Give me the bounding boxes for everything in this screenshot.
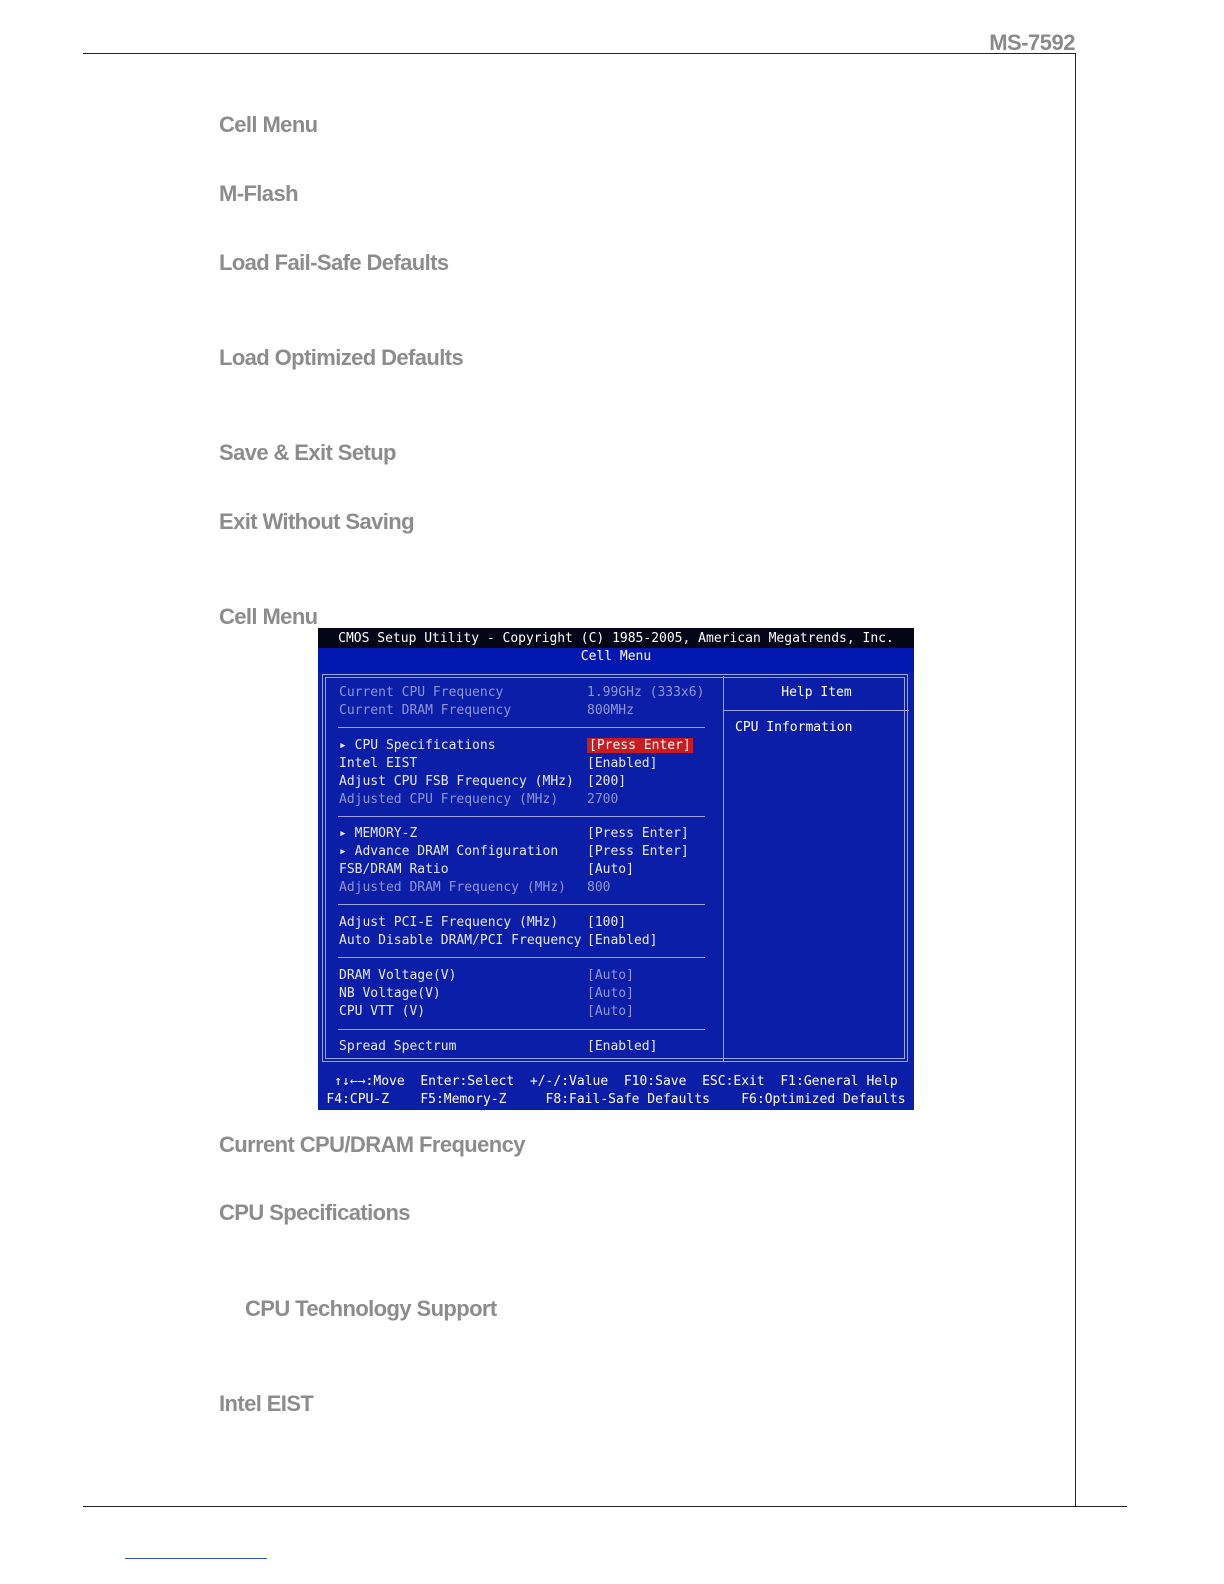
bios-row-dram-voltage[interactable]: DRAM Voltage(V) [Auto] [339,968,634,983]
heading-load-fail-safe: Load Fail-Safe Defaults [219,250,449,275]
bios-titlebar [318,628,914,672]
bios-row: Current CPU Frequency 1.99GHz (333x6) [339,685,705,700]
bios-separator [338,816,705,817]
heading-exit-without-saving: Exit Without Saving [219,509,414,534]
bios-row: Adjusted DRAM Frequency (MHz) 800 [339,880,611,895]
bios-row-intel-eist[interactable]: Intel EIST [Enabled] [339,756,658,771]
heading-intel-eist: Intel EIST [219,1391,314,1416]
bios-separator [338,904,705,905]
bios-footer-keys-2: F4:CPU-Z F5:Memory-Z F8:Fail-Safe Defaults F6:Optimized Defaults [326,1092,906,1107]
heading-cpu-specifications: CPU Specifications [219,1200,410,1225]
bios-row-auto-disable[interactable]: Auto Disable DRAM/PCI Frequency [Enabled] [339,933,658,948]
bios-row: Adjusted CPU Frequency (MHz) 2700 [339,792,619,807]
heading-cell-menu-2: Cell Menu [219,604,318,629]
right-rule [1075,53,1076,1507]
heading-load-optimized: Load Optimized Defaults [219,345,464,370]
bios-separator [338,1029,705,1030]
bios-row-spread-spectrum[interactable]: Spread Spectrum [Enabled] [339,1039,658,1054]
bios-row-cpu-specifications[interactable]: ▸ CPU Specifications [Press Enter] [339,738,691,753]
bios-row-fsb-frequency[interactable]: Adjust CPU FSB Frequency (MHz) [200] [339,774,627,789]
heading-cpu-technology-support: CPU Technology Support [245,1296,497,1321]
bios-row-advance-dram[interactable]: ▸ Advance DRAM Configuration [Press Enter] [339,844,689,859]
bios-row-nb-voltage[interactable]: NB Voltage(V) [Auto] [339,986,634,1001]
heading-save-exit: Save & Exit Setup [219,440,396,465]
heading-current-frequency: Current CPU/DRAM Frequency [219,1132,525,1157]
top-rule [83,53,1076,54]
bios-title: CMOS Setup Utility - Copyright (C) 1985-2005, American Megatrends, Inc. [338,631,894,646]
bios-help-title: Help Item [781,685,852,700]
bios-row-fsb-dram-ratio[interactable]: FSB/DRAM Ratio [Auto] [339,862,634,877]
bios-footer-keys-1: ↑↓←→:Move Enter:Select +/-/:Value F10:Save ESC:Exit F1:General Help [334,1074,898,1089]
bios-panel-divider [723,676,724,1061]
footer-link-underline [125,1558,267,1559]
heading-cell-menu: Cell Menu [219,112,318,137]
bios-row-cpu-vtt[interactable]: CPU VTT (V) [Auto] [339,1004,634,1019]
bottom-rule [83,1506,1127,1507]
bios-separator [338,727,705,728]
bios-row-memory-z[interactable]: ▸ MEMORY-Z [Press Enter] [339,826,689,841]
model-number: MS-7592 [989,30,1075,55]
bios-help-text: CPU Information [735,720,853,735]
bios-help-separator [724,710,909,711]
heading-m-flash: M-Flash [219,181,298,206]
bios-separator [338,957,705,958]
bios-selected-value: [Press Enter] [589,738,691,753]
bios-row-pcie-frequency[interactable]: Adjust PCI-E Frequency (MHz) [100] [339,915,627,930]
bios-row: Current DRAM Frequency 800MHz [339,703,634,718]
bios-screenshot [318,628,914,1110]
bios-subtitle: Cell Menu [580,649,652,664]
